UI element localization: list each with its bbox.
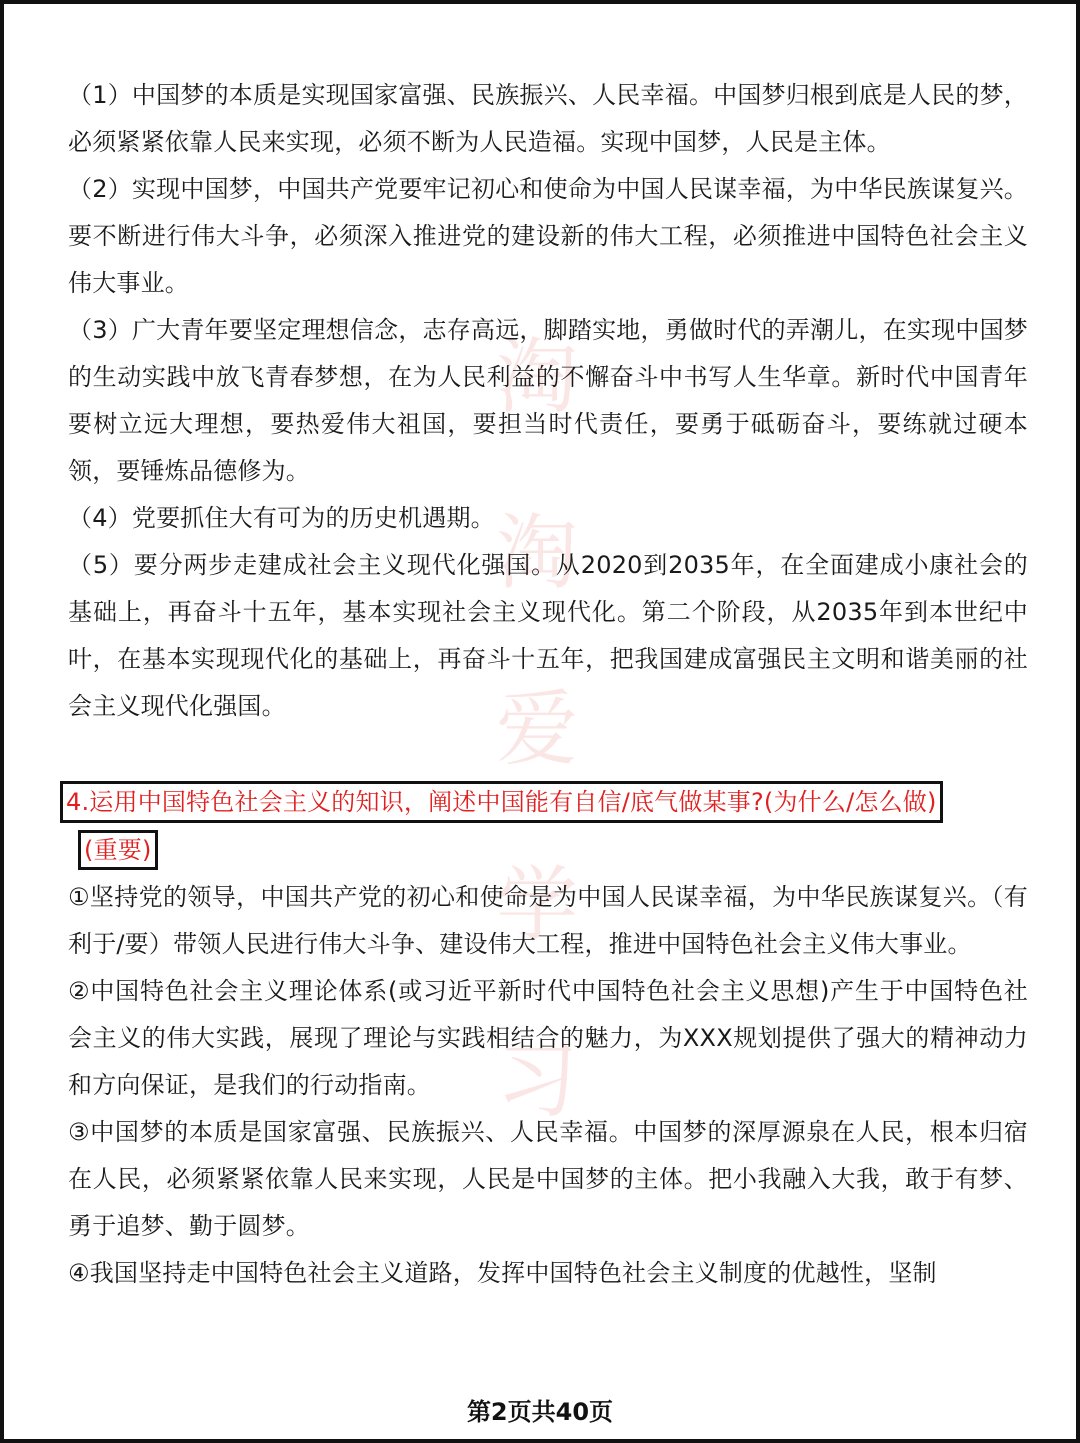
- section-spacer: [68, 730, 1028, 777]
- watermark-char: 淘: [495, 506, 578, 601]
- section-heading-row: [68, 777, 1028, 826]
- section-heading: 4.运用中国特色社会主义的知识，阐述中国能有自信/底气做某事?(为什么/怎么做): [60, 781, 943, 823]
- document-body: [68, 72, 1028, 1297]
- watermark-char: 淘: [495, 330, 578, 425]
- watermark-char: 习: [495, 1034, 578, 1129]
- paragraph-point-5: （5）要分两步走建成社会主义现代化强国。从2020到2035年，在全面建成小康社会的基础上，再奋斗十五年，基本实现社会主义现代化。第二个阶段，从2035年到本世纪中叶，在基本实现现代化的基础上，再奋斗十五年，把我国建成富强民主文明和谐美丽的社会主义现代化强国。: [68, 551, 1028, 720]
- section-tag-row: [68, 826, 1028, 874]
- page-number: 第2页共40页: [466, 1398, 614, 1426]
- answer-point-1: ①坚持党的领导，中国共产党的初心和使命是为中国人民谋幸福，为中华民族谋复兴。（有利于/要）带领人民进行伟大斗争、建设伟大工程，推进中国特色社会主义伟大事业。: [68, 883, 1028, 958]
- paragraph-point-2: （2）实现中国梦，中国共产党要牢记初心和使命为中国人民谋幸福，为中华民族谋复兴。要不断进行伟大斗争，必须深入推进党的建设新的伟大工程，必须推进中国特色社会主义伟大事业。: [68, 175, 1028, 297]
- paragraph-point-3: （3）广大青年要坚定理想信念，志存高远，脚踏实地，勇做时代的弄潮儿，在实现中国梦的生动实践中放飞青春梦想，在为人民利益的不懈奋斗中书写人生华章。新时代中国青年要树立远大理想，要热爱伟大祖国，要担当时代责任，要勇于砥砺奋斗，要练就过硬本领，要锤炼品德修为。: [68, 316, 1028, 485]
- answer-point-2: ②中国特色社会主义理论体系(或习近平新时代中国特色社会主义思想)产生于中国特色社会主义的伟大实践，展现了理论与实践相结合的魅力，为XXX规划提供了强大的精神动力和方向保证，是我们的行动指南。: [68, 977, 1028, 1099]
- answer-point-3: ③中国梦的本质是国家富强、民族振兴、人民幸福。中国梦的深厚源泉在人民，根本归宿在人民，必须紧紧依靠人民来实现，人民是中国梦的主体。把小我融入大我，敢于有梦、勇于追梦、勤于圆梦。: [68, 1118, 1028, 1240]
- watermark-char: 爱: [495, 682, 578, 777]
- paragraph-point-1: （1）中国梦的本质是实现国家富强、民族振兴、人民幸福。中国梦归根到底是人民的梦，必须紧紧依靠人民来实现，必须不断为人民造福。实现中国梦，人民是主体。: [68, 81, 1028, 156]
- answer-point-4: ④我国坚持走中国特色社会主义道路，发挥中国特色社会主义制度的优越性，坚制: [68, 1259, 937, 1287]
- paragraph-point-4: （4）党要抓住大有可为的历史机遇期。: [68, 504, 495, 532]
- watermark-char: 学: [495, 858, 578, 953]
- importance-tag: (重要): [78, 830, 158, 870]
